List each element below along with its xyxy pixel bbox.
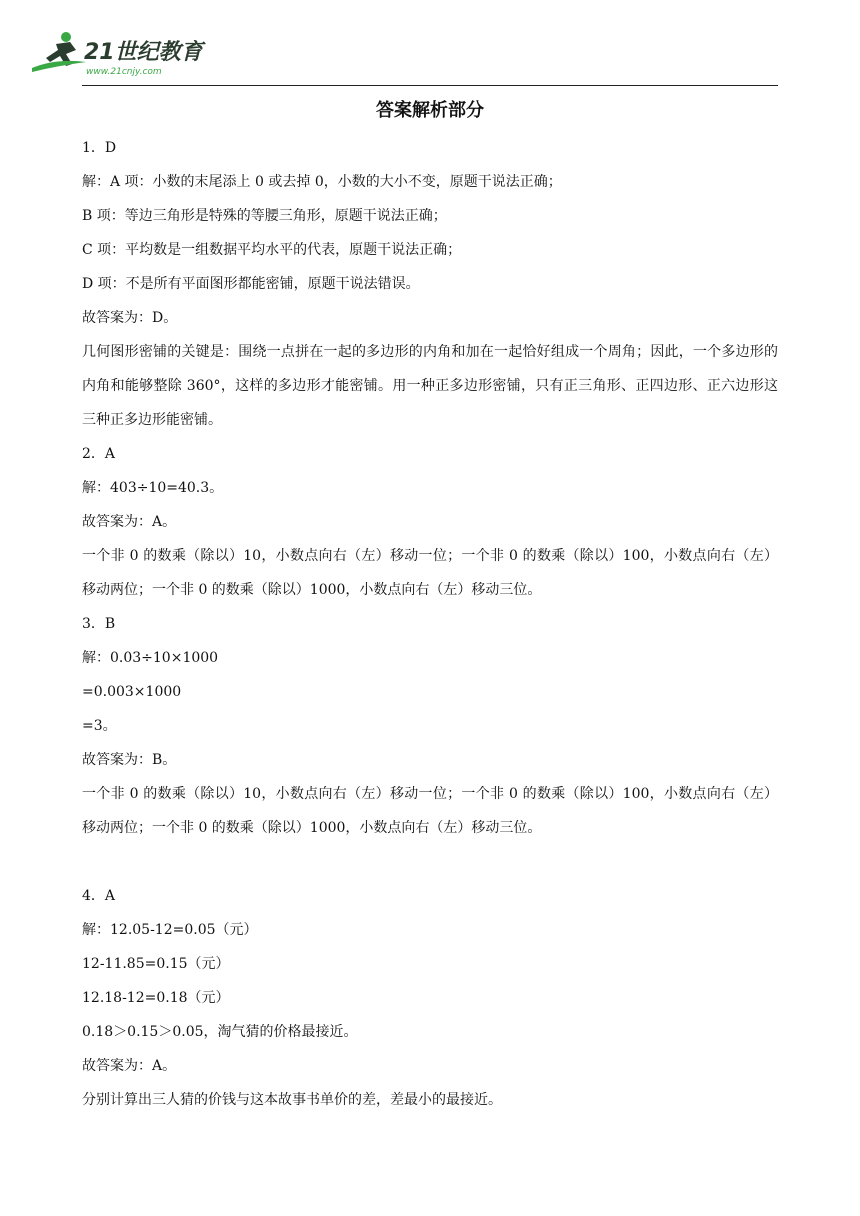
blank-line: [82, 845, 778, 879]
page-title: 答案解析部分: [376, 100, 484, 121]
q1-note: 几何图形密铺的关键是：围绕一点拼在一起的多边形的内角和加在一起恰好组成一个周角；因此，一个多边形的内角和能够整除 360°，这样的多边形才能密铺。用一种正多边形密铺，只有正三角形、正四边形、正六边形这三种正多边形能密铺。: [82, 344, 778, 428]
q2-answer: 2．A: [82, 446, 116, 462]
q4-line: 0.18＞0.15＞0.05，淘气猜的价格最接近。: [82, 1024, 358, 1040]
q1-answer: 1．D: [82, 140, 117, 156]
q3-line: =3。: [82, 718, 117, 734]
q1-line: C 项：平均数是一组数据平均水平的代表，原题干说法正确；: [82, 242, 462, 258]
q4-line: 分别计算出三人猜的价钱与这本故事书单价的差，差最小的最接近。: [82, 1092, 502, 1108]
q4-line: 12-11.85=0.15（元）: [82, 956, 230, 972]
page-header: [0, 0, 860, 90]
q3-answer: 3．B: [82, 616, 116, 632]
logo-url: www.21cnjy.com: [86, 67, 162, 77]
q4-line: 12.18-12=0.18（元）: [82, 990, 230, 1006]
q2-line: 故答案为：A。: [82, 514, 177, 530]
q4-line: 故答案为：A。: [82, 1058, 177, 1074]
q3-line: 故答案为：B。: [82, 752, 177, 768]
header-divider: [82, 85, 778, 86]
q1-line: B 项：等边三角形是特殊的等腰三角形，原题干说法正确；: [82, 208, 447, 224]
q1-line: 解：A 项：小数的末尾添上 0 或去掉 0，小数的大小不变，原题干说法正确；: [82, 174, 562, 190]
q3-line: =0.003×1000: [82, 684, 182, 700]
q2-note: 一个非 0 的数乘（除以）10，小数点向右（左）移动一位；一个非 0 的数乘（除以）100，小数点向右（左）移动两位；一个非 0 的数乘（除以）1000，小数点向右（左）移动三位。: [82, 548, 778, 598]
q1-line: D 项：不是所有平面图形都能密铺，原题干说法错误。: [82, 276, 420, 292]
logo-wordmark: 21世纪教育: [84, 40, 203, 65]
q4-answer: 4．A: [82, 888, 116, 904]
q4-line: 解：12.05-12=0.05（元）: [82, 922, 258, 938]
logo-runner-icon: [26, 28, 206, 80]
answer-content: [82, 131, 778, 1117]
q1-line: 故答案为：D。: [82, 310, 178, 326]
q2-line: 解：403÷10=40.3。: [82, 480, 224, 496]
q3-note: 一个非 0 的数乘（除以）10，小数点向右（左）移动一位；一个非 0 的数乘（除以）100，小数点向右（左）移动两位；一个非 0 的数乘（除以）1000，小数点向右（左）移动三位。: [82, 786, 778, 836]
logo: [26, 28, 206, 80]
q3-line: 解：0.03÷10×1000: [82, 650, 219, 666]
